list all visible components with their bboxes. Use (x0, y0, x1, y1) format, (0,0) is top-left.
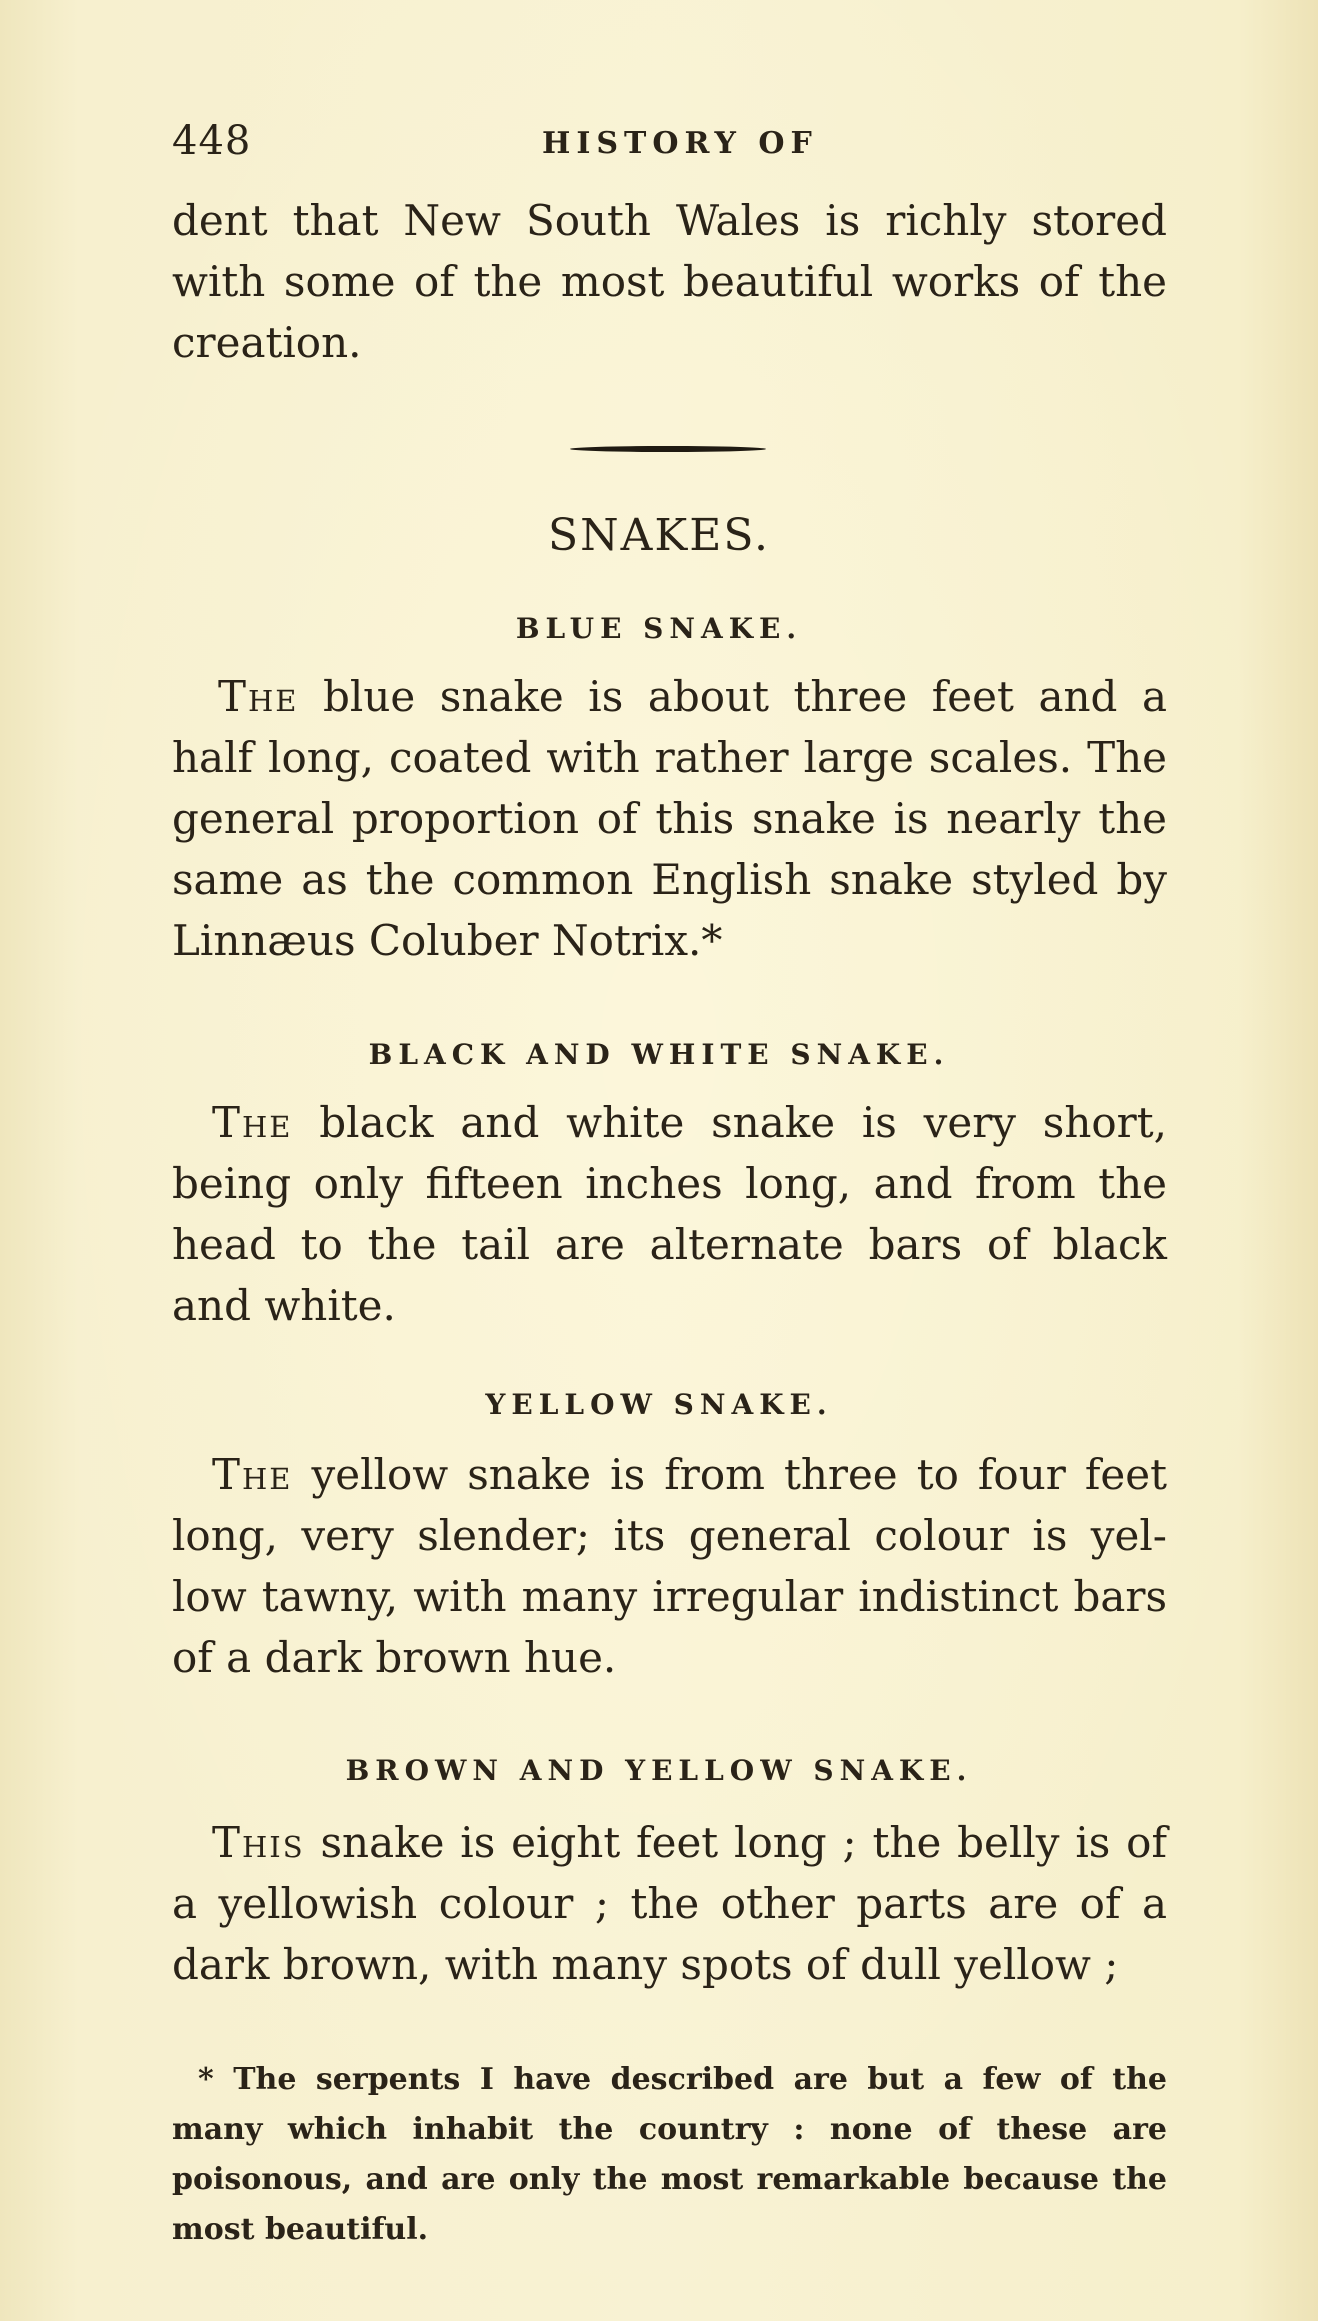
entry-paragraph-black-and-white-snake (172, 1092, 1167, 1336)
footnote-text: * The serpents I have described are but a few of the many which inhabit the country : none of these are poisonous, and are only the most remarkable because the most beautiful. (172, 2062, 1167, 2247)
entry-heading-brown-and-yellow-snake: BROWN AND YELLOW SNAKE. (345, 1754, 973, 1787)
entry-text: snake is eight feet long ; the belly is of a yellowish colour ; the other parts are of a dark brown, with many spots of dull yellow ; (172, 1818, 1167, 1989)
entry-heading-black-and-white-snake: BLACK AND WHITE SNAKE. (368, 1038, 950, 1071)
entry-text: blue snake is about three feet and a half long, coated with rather large scales. The general proportion of this snake is nearly the same as the common English snake styled by Linnæus Coluber Notrix.* (172, 672, 1167, 965)
entry-heading-blue-snake: BLUE SNAKE. (515, 612, 803, 645)
entry-body (172, 1092, 1167, 1336)
entry-body (172, 1444, 1167, 1688)
section-divider (570, 446, 766, 452)
entry-first-word: The (212, 1450, 293, 1499)
entry-body (172, 666, 1167, 971)
intro-text: dent that New South Wales is richly stored with some of the most beautiful works of the creation. (172, 196, 1167, 367)
entry-first-word: This (212, 1818, 305, 1867)
entry-paragraph-yellow-snake (172, 1444, 1167, 1688)
entry-heading-yellow-snake: YELLOW SNAKE. (485, 1388, 833, 1421)
footnote (172, 2055, 1167, 2255)
page-number: 448 (172, 118, 252, 164)
section-title: SNAKES. (548, 510, 770, 561)
entry-paragraph-blue-snake (172, 666, 1167, 971)
entry-first-word: The (212, 1098, 293, 1147)
entry-body (172, 1812, 1167, 1995)
intro-paragraph (172, 190, 1167, 373)
entry-text: yellow snake is from three to four feet long, very slender; its general colour is yel-low tawny, with many irregular indistinct bars of a dark brown hue. (172, 1450, 1167, 1682)
entry-text: black and white snake is very short, being only fifteen inches long, and from the head to the tail are alternate bars of black and white. (172, 1098, 1167, 1330)
running-head: HISTORY OF (542, 126, 818, 161)
page-header (172, 118, 1162, 168)
entry-first-word: The (218, 672, 299, 721)
entry-paragraph-brown-and-yellow-snake (172, 1812, 1167, 1995)
